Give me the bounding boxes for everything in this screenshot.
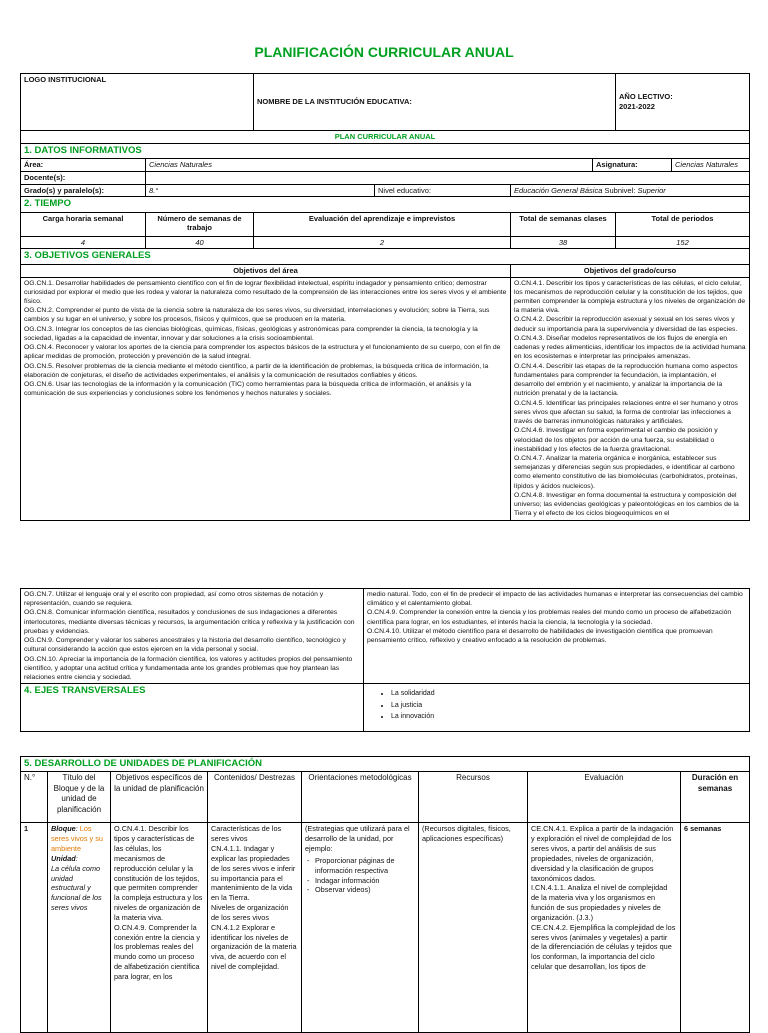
- nivel-value-cell: [511, 184, 750, 197]
- objetivo-grado: medio natural. Todo, con el fin de predecir el impacto de las actividades humanas e interpretar las consecuencias del cambio climático y el calentamiento global.: [367, 591, 743, 608]
- objetivos-area-header: Objetivos del área: [21, 264, 511, 277]
- unidades-header-1: Título del Bloque y de la unidad de planificación: [48, 772, 111, 823]
- year-cell: [616, 74, 750, 131]
- unidad-orientaciones: [302, 823, 419, 1033]
- objetivo-grado: O.CN.4.2. Describir la reproducción asexual y sexual en los seres vivos y deducir su importancia para la supervivencia y diversidad de las especies.: [514, 316, 738, 333]
- ejes-list: [367, 688, 746, 722]
- tiempo-header-1: Número de semanas de trabajo: [146, 212, 254, 236]
- objetivo-grado: O.CN.4.9. Comprender la conexión entre la ciencia y los problemas reales del mundo como un proceso de alfabetización científica para lograr, en los estudiantes, el interés hacia la ciencia, la tecnología y la sociedad.: [367, 609, 732, 626]
- objetivos-grado-list-cont: [364, 589, 750, 684]
- objetivo-area: OG.CN.7. Utilizar el lenguaje oral y el escrito con propiedad, así como otros sistemas de notación y representación, cuando se requiera.: [24, 591, 324, 608]
- page2-table: [20, 588, 750, 732]
- docentes-value: [146, 171, 750, 184]
- objetivo-grado: O.CN.4.8. Investigar en forma documental la estructura y composición del universo; las evidencias geológicas y paleontológicas en los cambios de la Tierra y el efecto de los ciclos biogeoquímicos en el: [514, 491, 739, 518]
- unidad-objetivo: O.CN.4.1. Describir los tipos y características de las células, los mecanismos de reproducción celular y la constitución de los tejidos, que permiten comprender la compleja estructura y los niveles de organización de la materia viva.: [114, 824, 203, 922]
- objetivo-grado: O.CN.4.5. Identificar las principales relaciones entre el ser humano y otros seres vivos que afectan su salud, la forma de controlar las infecciones a través de barreras inmunológicas naturales y artificiales.: [514, 399, 739, 426]
- section-unidades: 5. DESARROLLO DE UNIDADES DE PLANIFICACIÓN: [21, 757, 750, 772]
- logo-label: LOGO INSTITUCIONAL: [24, 75, 107, 84]
- section-datos: 1. DATOS INFORMATIVOS: [21, 143, 750, 158]
- unidad-number: 1: [21, 823, 48, 1033]
- unidad-title-cell: Bloque: Los seres vivos y su ambiente Unidad: La célula como unidad estructural y funcional de los seres vivos: [48, 823, 111, 1033]
- objetivos-area-list-cont: [21, 589, 364, 684]
- evaluacion-criterio: CE.CN.4.1. Explica a partir de la indagación y exploración el nivel de complejidad de los seres vivos, a partir del análisis de sus propiedades, niveles de organización, diversidad y la clasificación de grupos taxonómicos dados.: [531, 824, 674, 883]
- objetivo-area: OG.CN.10. Apreciar la importancia de la formación científica, los valores y actitudes propios del pensamiento científico, y adoptar una actitud crítica y fundamentada ante los grandes problemas que hoy plantean las relaciones entre ciencia y sociedad.: [24, 655, 353, 682]
- bloque-value: Los seres vivos y su ambiente: [51, 824, 103, 854]
- objetivo-area: OG.CN.1. Desarrollar habilidades de pensamiento científico con el fin de lograr flexibilidad intelectual, espíritu indagador y pensamiento crítico; demostrar curiosidad por explorar el medio que les rodea y valorar la naturaleza como resultado de la comprensión de las interacciones entre los seres vivos y el ambiente físico.: [24, 279, 507, 305]
- orientaciones-item: - Observar videos): [315, 885, 415, 895]
- objetivo-grado: O.CN.4.1. Describir los tipos y características de las células, el ciclo celular, los mecanismos de reproducción celular y la constitución de los tejidos, que permiten comprender la compleja estructura y los niveles de organización de la materia viva.: [514, 279, 746, 315]
- tiempo-value-2: 2: [254, 236, 511, 249]
- docentes-label: Docente(s):: [21, 171, 146, 184]
- plan-title: PLAN CURRICULAR ANUAL: [21, 131, 750, 144]
- orientaciones-item: - Proporcionar páginas de información respectiva: [315, 856, 415, 876]
- evaluacion-indicador: I.CN.4.1.1. Analiza el nivel de complejidad de la materia viva y los organismos en función de sus propiedades y niveles de organización. (J.3.): [531, 883, 668, 922]
- page1-table: [20, 73, 750, 521]
- year-value: 2021-2022: [619, 102, 655, 111]
- orientaciones-list: [305, 856, 415, 895]
- unidad-evaluacion: [528, 823, 681, 1033]
- unidades-header-5: Recursos: [419, 772, 528, 823]
- objetivos-grado-list: [511, 277, 750, 520]
- unidades-table: [20, 756, 750, 1033]
- tiempo-value-1: 40: [146, 236, 254, 249]
- document-title: PLANIFICACIÓN CURRICULAR ANUAL: [254, 44, 514, 60]
- grado-value: 8.°: [146, 185, 375, 197]
- section-ejes: 4. EJES TRANSVERSALES: [21, 684, 364, 732]
- tiempo-value-0: 4: [21, 236, 146, 249]
- unidad-duracion: 6 semanas: [681, 823, 750, 1033]
- unidades-header-4: Orientaciones metodológicas: [302, 772, 419, 823]
- unidades-header-7: Duración en semanas: [681, 772, 750, 823]
- contenido-title: Niveles de organización de los seres vivos: [211, 903, 289, 922]
- objetivo-area: OG.CN.8. Comunicar información científica, resultados y conclusiones de sus indagaciones a diferentes interlocutores, mediante diversas técnicas y recursos, la argumentación crítica y reflexiva y la justificación con pruebas y evidencias.: [24, 609, 355, 635]
- unidad-label: Unidad: [51, 853, 76, 863]
- contenido-destreza: CN.4.1.1. Indagar y explicar las propiedades de los seres vivos e inferir su importancia para el mantenimiento de la vida en la Tierra.: [211, 844, 296, 903]
- objetivo-grado: O.CN.4.7. Analizar la materia orgánica e inorgánica, establecer sus semejanzas y diferencias según sus propiedades, e identificar al carbono como elemento constitutivo de las biomoléculas (carbohidratos, proteínas, lípidos y ácidos nucleicos).: [514, 454, 738, 490]
- nivel-label: Nivel educativo:: [378, 185, 431, 195]
- objetivo-area: OG.CN.6. Usar las tecnologías de la información y la comunicación (TIC) como herramientas para la búsqueda crítica de información, el análisis y la comunicación de sus experiencias y conclusiones sobre los fenómenos y hechos naturales y sociales.: [24, 381, 472, 398]
- objetivo-grado: O.CN.4.6. Investigar en forma experimental el cambio de posición y velocidad de los objetos por acción de una fuerza, su estabilidad o inestabilidad y los efectos de la fuerza gravitacional.: [514, 427, 718, 453]
- asignatura-label: Asignatura:: [593, 159, 672, 171]
- objetivo-grado: O.CN.4.3. Diseñar modelos representativos de los flujos de energía en cadenas y redes alimenticias, identificar los impactos de la actividad humana en los ecosistemas e interpretar las principales amenazas.: [514, 334, 746, 361]
- tiempo-header-3: Total de semanas clases: [511, 212, 616, 236]
- ejes-list-cell: [364, 684, 750, 732]
- objetivo-area: OG.CN.2. Comprender el punto de vista de la ciencia sobre la naturaleza de los seres vivos, su diversidad, interrelaciones y evolución; sobre la Tierra, sus cambios y su lugar en el universo, y sobre los procesos, físicos y químicos, que se producen en la materia.: [24, 307, 490, 324]
- nivel-value: Educación General Básica: [514, 185, 603, 195]
- year-label: AÑO LECTIVO:: [619, 92, 673, 102]
- objetivos-area-list: [21, 277, 511, 520]
- tiempo-value-3: 38: [511, 236, 616, 249]
- tiempo-header-4: Total de periodos: [616, 212, 750, 236]
- ejes-item: • La solidaridad: [391, 688, 746, 699]
- institution-cell: [254, 74, 616, 131]
- unidad-contenidos: [208, 823, 302, 1033]
- tiempo-header-2: Evaluación del aprendizaje e imprevistos: [254, 212, 511, 236]
- unidades-header-0: N.°: [21, 772, 48, 823]
- subnivel-value: Superior: [637, 185, 666, 195]
- objetivo-grado: O.CN.4.4. Describir las etapas de la reproducción humana como aspectos fundamentales para comprender la fecundación, la implantación, el desarrollo del embrión y el nacimiento, y analizar la importancia de la nutrición prenatal y de la lactancia.: [514, 362, 738, 398]
- objetivo-grado: O.CN.4.10. Utilizar el método científico para el desarrollo de habilidades de investigación científica que promuevan pensamiento crítico, reflexivo y creativo enfocado a la resolución de problemas.: [367, 627, 713, 645]
- objetivo-area: OG.CN.3. Integrar los conceptos de las ciencias biológicas, químicas, físicas, geológicas y astronómicas para comprender la ciencia, la tecnología y la sociedad, ligadas a la capacidad de inventar, innovar y dar soluciones a la crisis socioambiental.: [24, 325, 478, 342]
- unidades-header-3: Contenidos/ Destrezas: [208, 772, 302, 823]
- bloque-label: Bloque: [51, 824, 76, 834]
- orientaciones-intro: (Estrategias que utilizará para el desarrollo de la unidad, por ejemplo:: [305, 824, 410, 854]
- unidades-header-2: Objetivos específicos de la unidad de planificación: [111, 772, 208, 823]
- grado-label: Grado(s) y paralelo(s):: [21, 184, 146, 197]
- contenido-title: Características de los seres vivos: [211, 824, 282, 844]
- unidad-recursos: (Recursos digitales, físicos, aplicaciones específicas): [419, 823, 528, 1033]
- logo-cell: [21, 74, 254, 131]
- section-objetivos: 3. OBJETIVOS GENERALES: [21, 249, 750, 264]
- evaluacion-criterio: CE.CN.4.2. Ejemplifica la complejidad de los seres vivos (animales y vegetales) a partir de la diferenciación de células y tejidos que los conforman, la importancia del ciclo celular que desarrollan, los tipos de: [531, 922, 676, 972]
- area-value: Ciencias Naturales: [146, 159, 593, 172]
- tiempo-value-4: 152: [616, 236, 750, 249]
- grado-cell: [146, 184, 511, 197]
- contenido-destreza: CN.4.1.2 Explorar e identificar los niveles de organización de la materia viva, de acuerdo con el nivel de complejidad.: [211, 922, 297, 972]
- subnivel-label: Subnivel:: [604, 185, 636, 195]
- institution-label: NOMBRE DE LA INSTITUCIÓN EDUCATIVA:: [257, 97, 412, 107]
- orientaciones-item: - Indagar información: [315, 876, 415, 886]
- unidad-objetivos: [111, 823, 208, 1033]
- unidades-header-6: Evaluación: [528, 772, 681, 823]
- objetivo-area: OG.CN.5. Resolver problemas de la ciencia mediante el método científico, a partir de la identificación de problemas, la búsqueda crítica de información, la elaboración de conjeturas, el diseño de actividades experimentales, el análisis y la comunicación de resultados confiables y éticos.: [24, 362, 489, 379]
- section-tiempo: 2. TIEMPO: [21, 197, 750, 212]
- asignatura-cell: [593, 159, 750, 172]
- tiempo-header-0: Carga horaria semanal: [21, 212, 146, 236]
- ejes-item: • La justicia: [391, 700, 746, 711]
- asignatura-value: Ciencias Naturales: [675, 160, 738, 170]
- objetivo-area: OG.CN.4. Reconocer y valorar los aportes de la ciencia para comprender los aspectos básicos de la estructura y el funcionamiento de su cuerpo, con el fin de aplicar medidas de promoción, protección y prevención de la salud integral.: [24, 344, 501, 361]
- ejes-item: • La innovación: [391, 711, 746, 722]
- objetivo-area: OG.CN.9. Comprender y valorar los saberes ancestrales y la historia del desarrollo científico, tecnológico y cultural considerando la acción que estos ejercen en la vida personal y social.: [24, 637, 346, 654]
- area-label: Área:: [21, 159, 146, 172]
- unidad-value: La célula como unidad estructural y funcional de los seres vivos: [51, 863, 102, 913]
- unidad-objetivo: O.CN.4.9. Comprender la conexión entre la ciencia y los problemas reales del mundo como un proceso de alfabetización científica para lograr, en los: [114, 922, 200, 981]
- objetivos-grado-header: Objetivos del grado/curso: [511, 264, 750, 277]
